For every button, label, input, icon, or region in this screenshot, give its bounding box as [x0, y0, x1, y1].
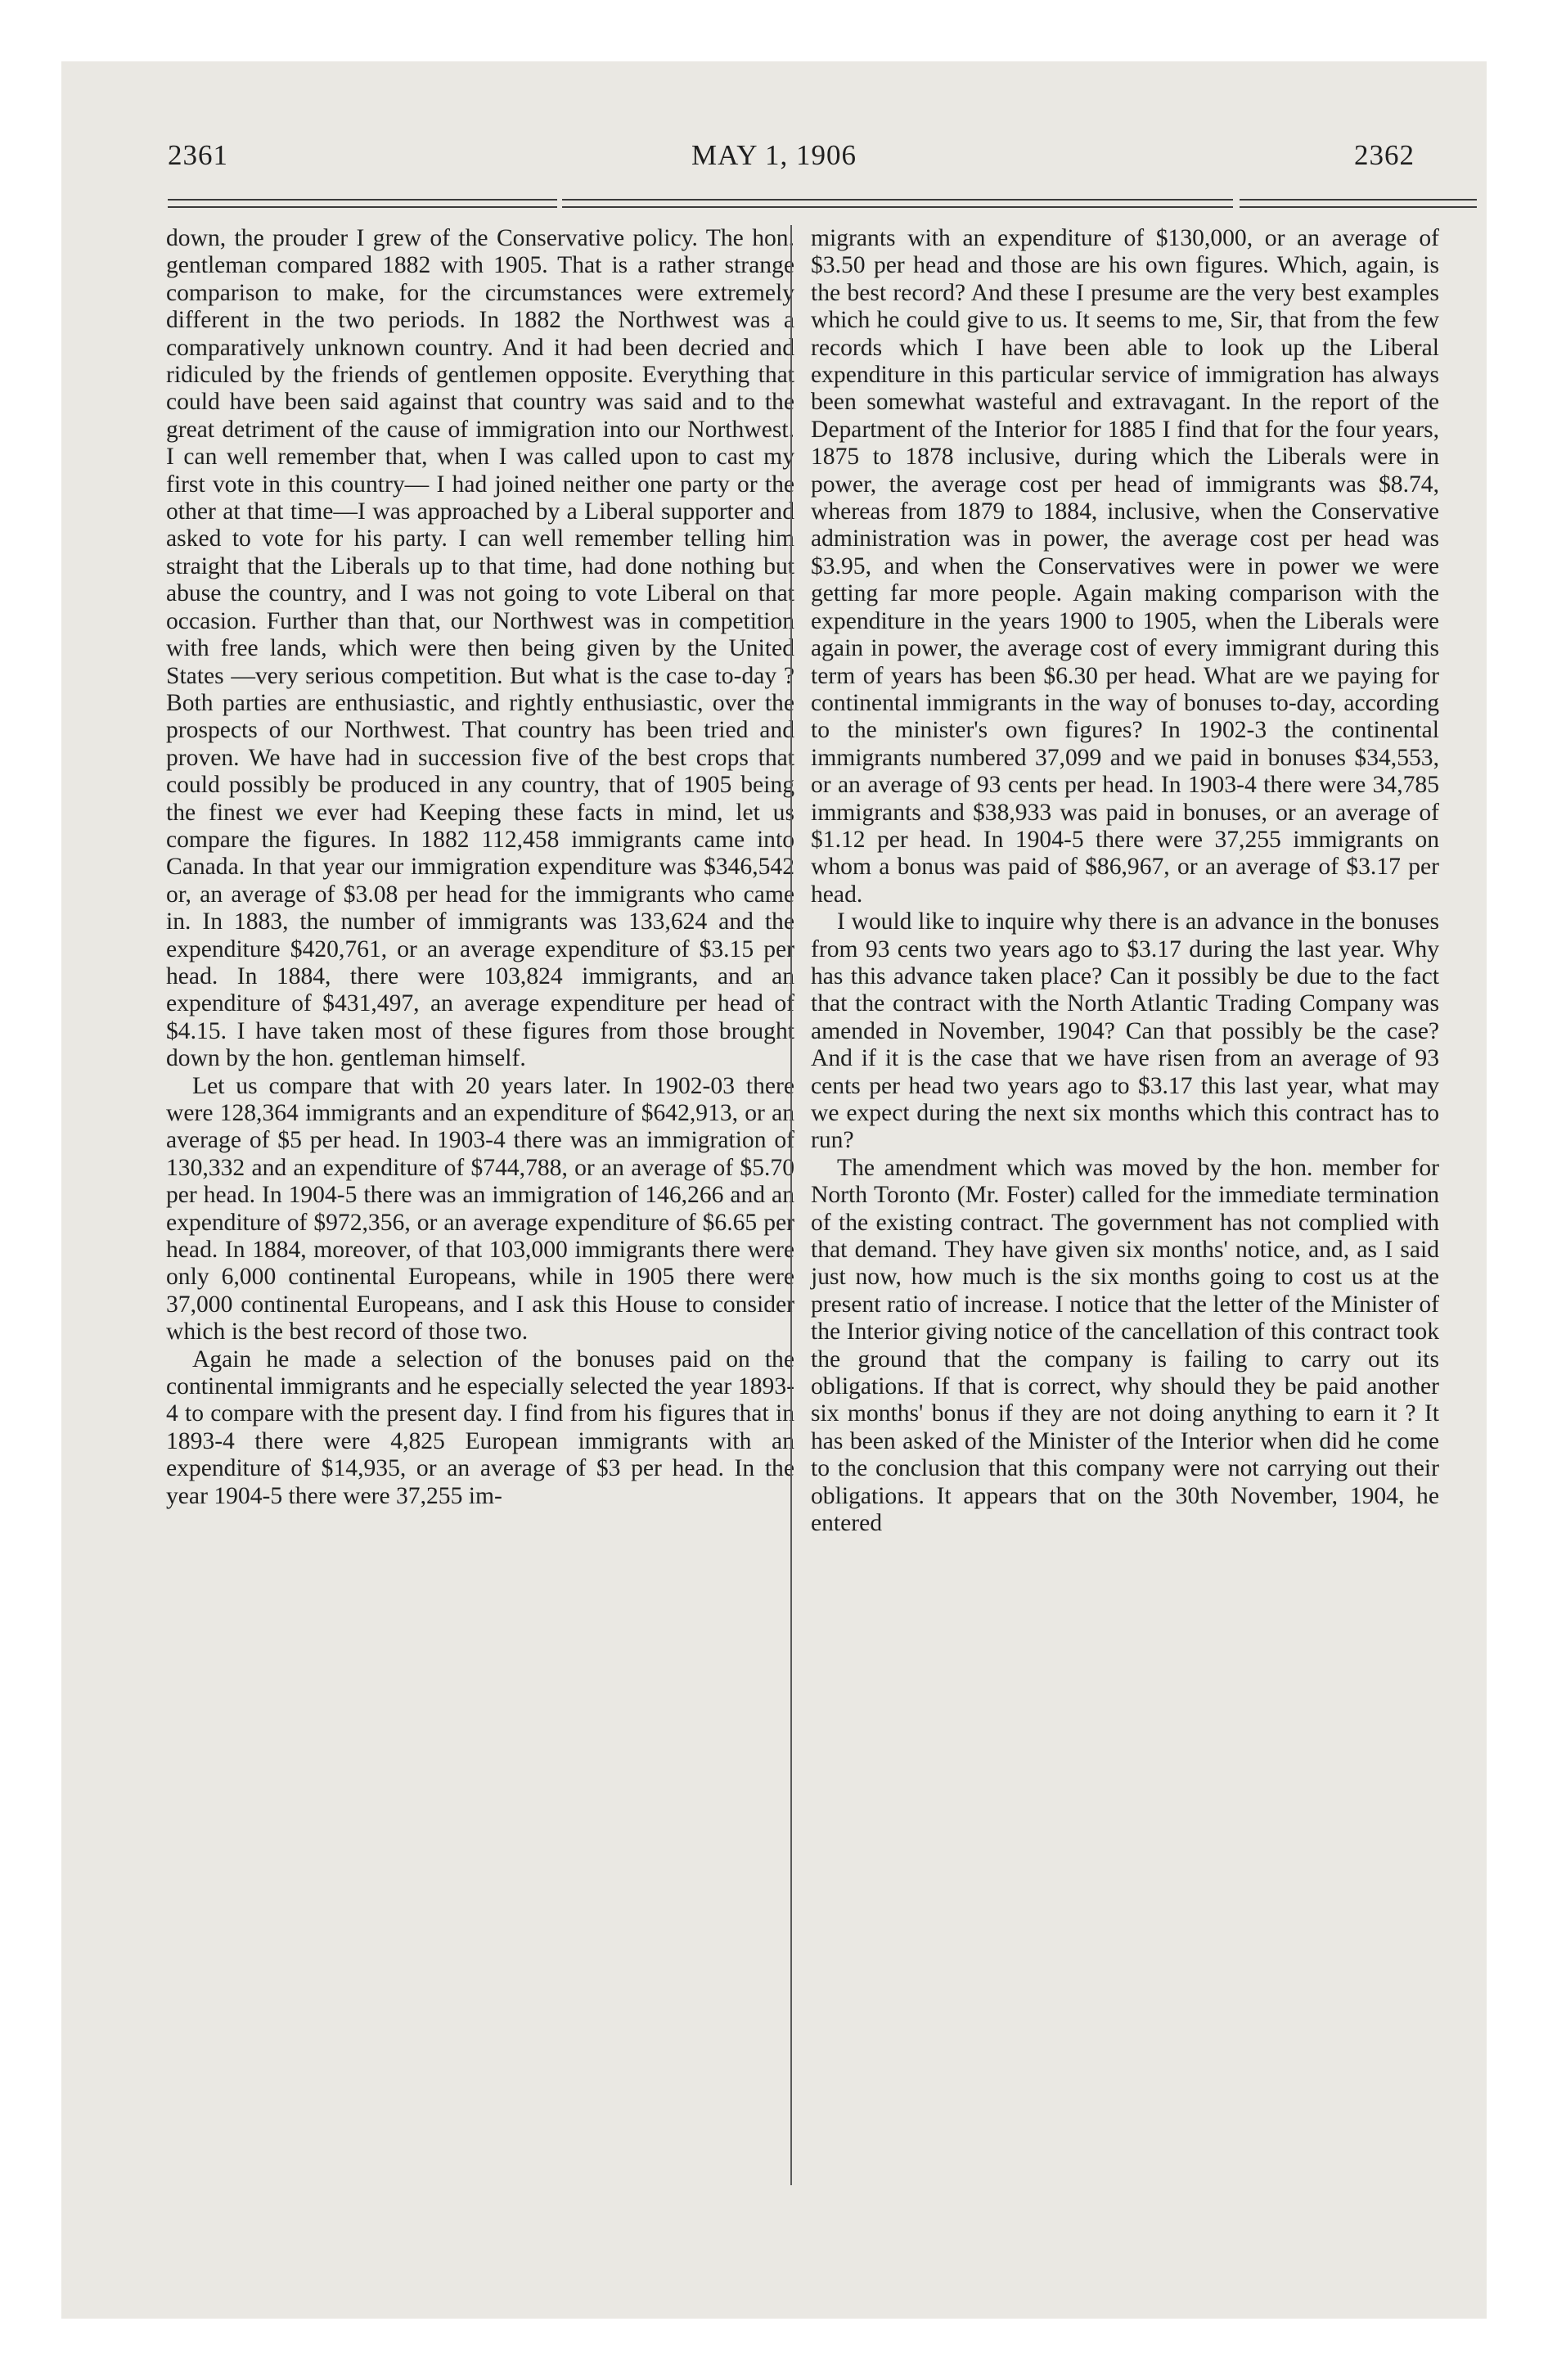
header-rule-left [168, 199, 557, 208]
left-column [166, 225, 794, 1510]
column-divider [790, 225, 792, 2185]
left-paragraph-2: Let us compare that with 20 years later. In 1902-03 there were 128,364 immigrants and an expenditure of $642,913, or an average of $5 per head. In 1903-4 there was an immigration of 130,332 and an expenditure of $744,788, or an average of $5.70 per head. In 1904-5 there was an immigration of 146,266 and an expenditure of $972,356, or an average expenditure of $6.65 per head. In 1884, moreover, of that 103,000 immigrants there were only 6,000 continental Europeans, while in 1905 there were 37,000 continental Europeans, and I ask this House to consider which is the best record of those two. [166, 1072, 794, 1346]
page-date: MAY 1, 1906 [691, 139, 857, 171]
right-paragraph-3: The amendment which was moved by the hon. member for North Toronto (Mr. Foster) called for the immediate termination of the existing contract. The government has not complied with that demand. They have given six months' notice, and, as I said just now, how much is the six months going to cost us at the present ratio of increase. I notice that the letter of the Minister of the Interior giving notice of the cancellation of this contract took the ground that the company is failing to carry out its obligations. If that is correct, why should they be paid another six months' bonus if they are not doing anything to earn it ? It has been asked of the Minister of the Interior when did he come to the conclusion that this company were not carrying out their obligations. It appears that on the 30th November, 1904, he entered [811, 1154, 1439, 1537]
left-paragraph-1: down, the prouder I grew of the Conservative policy. The hon. gentleman compared 1882 with 1905. That is a rather strange comparison to make, for the circumstances were extremely different in the two periods. In 1882 the Northwest was a comparatively unknown country. And it had been decried and ridiculed by the friends of gentlemen opposite. Everything that could have been said against that country was said and to the great detriment of the cause of immigration into our Northwest. I can well remember that, when I was called upon to cast my first vote in this country— I had joined neither one party or the other at that time—I was approached by a Liberal supporter and asked to vote for his party. I can well remember telling him straight that the Liberals up to that time, had done nothing but abuse the country, and I was not going to vote Liberal on that occasion. Further than that, our Northwest was in competition with free lands, which were then being given by the United States —very serious competition. But what is the case to-day ? Both parties are enthusiastic, and rightly enthusiastic, over the prospects of our Northwest. That country has been tried and proven. We have had in succession five of the best crops that could possibly be produced in any country, that of 1905 being the finest we ever had Keeping these facts in mind, let us compare the figures. In 1882 112,458 immigrants came into Canada. In that year our immigration expenditure was $346,542 or, an average of $3.08 per head for the immigrants who came in. In 1883, the number of immigrants was 133,624 and the expenditure $420,761, or an average expenditure of $3.15 per head. In 1884, there were 103,824 immigrants, and an expenditure of $431,497, an average expenditure per head of $4.15. I have taken most of these figures from those brought down by the hon. gentleman himself. [166, 225, 794, 1072]
header-rule-right [1240, 199, 1477, 208]
right-paragraph-1: migrants with an expenditure of $130,000, or an average of $3.50 per head and those are his own figures. Which, again, is the best record? And these I presume are the very best examples which he could give to us. It seems to me, Sir, that from the few records which I have been able to look up the Liberal expenditure in this particular service of immigration has always been somewhat wasteful and extravagant. In the report of the Department of the Interior for 1885 I find that for the four years, 1875 to 1878 inclusive, during which the Liberals were in power, the average cost per head of immigrants was $8.74, whereas from 1879 to 1884, inclusive, when the Conservative administration was in power, the average cost per head was $3.95, and when the Conservatives were in power we were getting far more people. Again making comparison with the expenditure in the years 1900 to 1905, when the Liberals were again in power, the average cost of every immigrant during this term of years has been $6.30 per head. What are we paying for continental immigrants in the way of bonuses to-day, according to the minister's own figures? In 1902-3 the continental immigrants numbered 37,099 and we paid in bonuses $34,553, or an average of 93 cents per head. In 1903-4 there were 34,785 immigrants and $38,933 was paid in bonuses, or an average of $1.12 per head. In 1904-5 there were 37,255 immigrants on whom a bonus was paid of $86,967, or an average of $3.17 per head. [811, 225, 1439, 908]
page-number-right: 2362 [1354, 139, 1415, 171]
page-number-left: 2361 [168, 139, 228, 171]
page-header [61, 139, 1487, 180]
right-column [811, 225, 1439, 1538]
scanned-page [61, 61, 1487, 2319]
header-rule-middle [562, 199, 1233, 208]
right-paragraph-2: I would like to inquire why there is an advance in the bonuses from 93 cents two years ago to $3.17 during the last year. Why has this advance taken place? Can it possibly be due to the fact that the contract with the North Atlantic Trading Company was amended in November, 1904? Can that possibly be the case? And if it is the case that we have risen from an average of 93 cents per head two years ago to $3.17 this last year, what may we expect during the next six months which this contract has to run? [811, 908, 1439, 1154]
left-paragraph-3: Again he made a selection of the bonuses paid on the continental immigrants and he especially selected the year 1893-4 to compare with the present day. I find from his figures that in 1893-4 there were 4,825 European immigrants with an expenditure of $14,935, or an average of $3 per head. In the year 1904-5 there were 37,255 im- [166, 1346, 794, 1509]
